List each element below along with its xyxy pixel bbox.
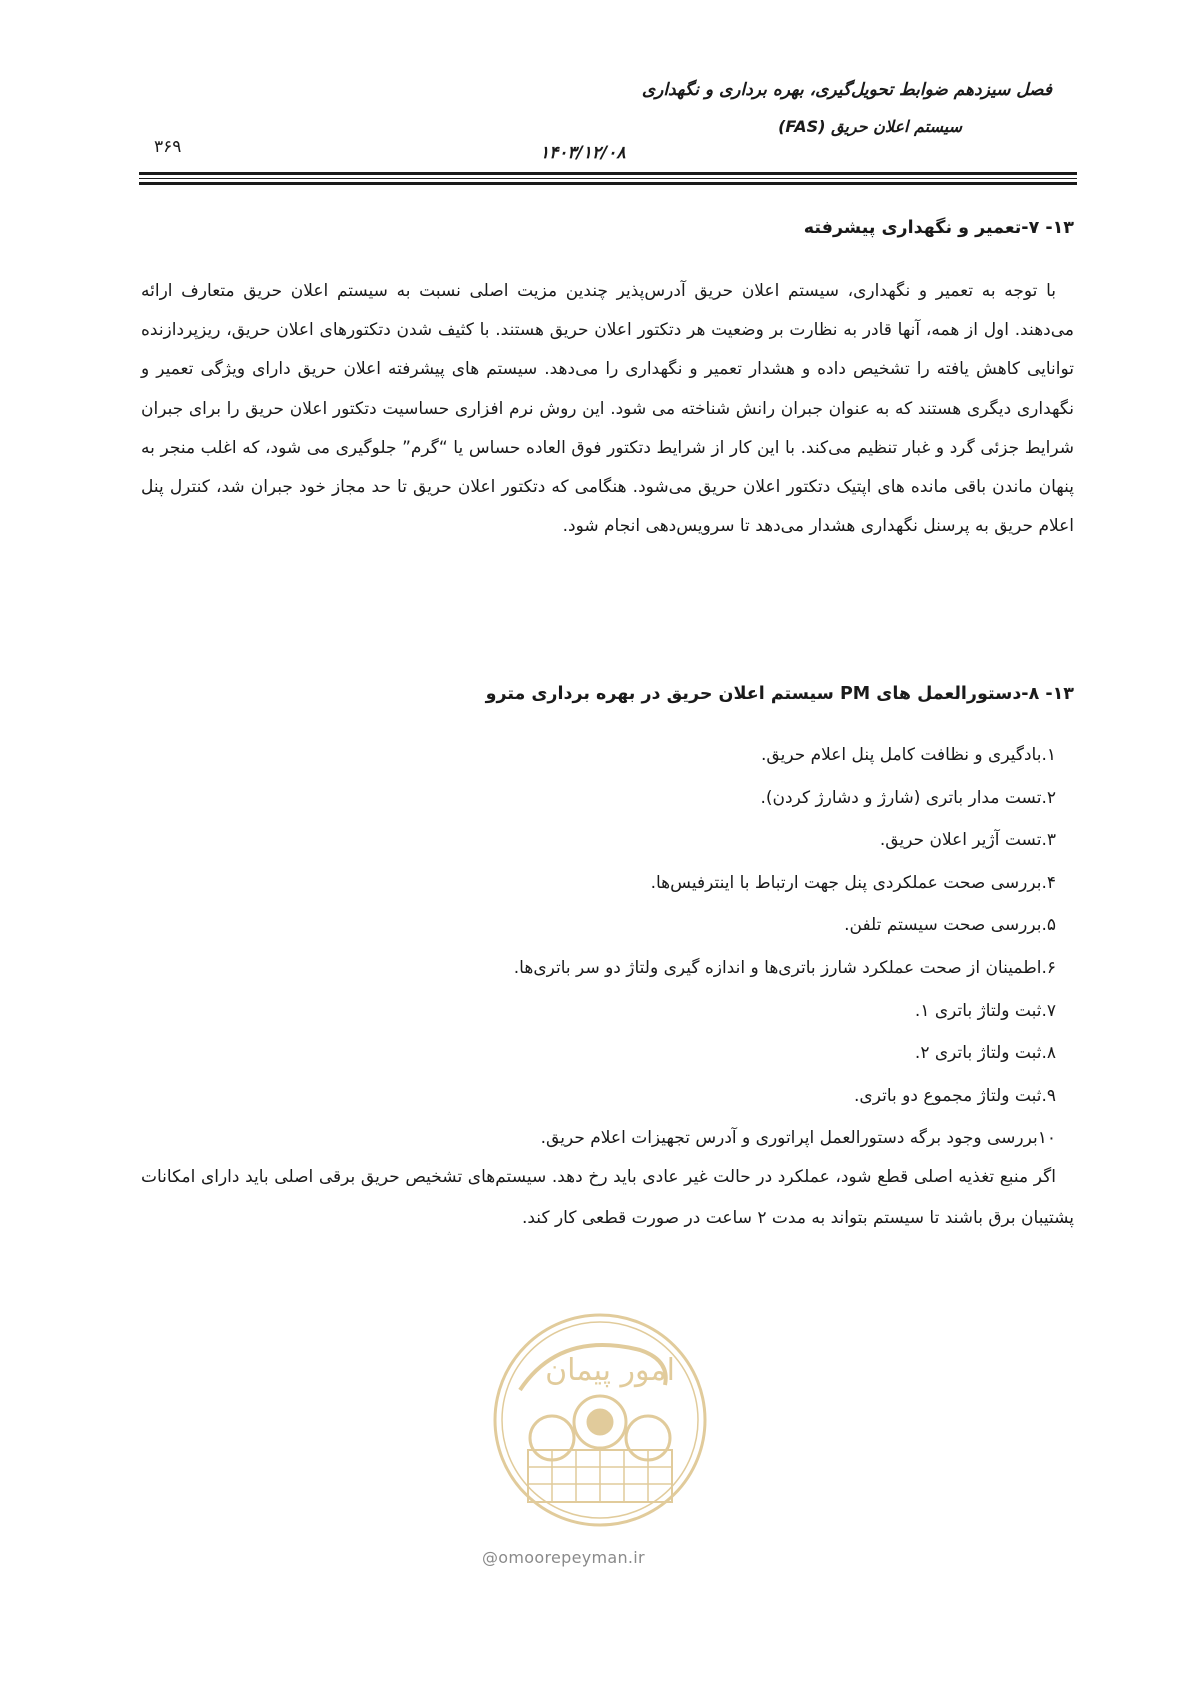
pm-instructions-list — [141, 734, 1074, 1160]
list-item: ۷.ثبت ولتاژ باتری ۱. — [914, 1000, 1056, 1021]
list-item: ۳.تست آژیر اعلان حریق. — [879, 830, 1056, 851]
header-rule-middle — [139, 178, 1077, 179]
list-item: ۴.بررسی صحت عملکردی پنل جهت ارتباط با اینترفیس‌ها. — [650, 872, 1056, 893]
seal-text: امور پیمان — [545, 1353, 675, 1388]
page-number: ۳۶۹ — [154, 137, 182, 157]
backup-power-paragraph: اگر منبع تغذیه اصلی قطع شود، عملکرد در حالت غیر عادی باید رخ دهد. سیستم‌های تشخیص حریق برقی اصلی باید دارای امکانات پشتیبان برق باشند تا سیستم بتواند به مدت ۲ ساعت در صورت قطعی کار کند. — [141, 1167, 1074, 1228]
section-heading-maintenance: ۱۳- ۷-تعمیر و نگهداری پیشرفته — [803, 218, 1074, 238]
section-heading-pm-instructions: ۱۳- ۸-دستورالعمل های PM سیستم اعلان حریق در بهره برداری مترو — [485, 684, 1074, 704]
chapter-title: فصل سیزدهم ضوابط تحویل‌گیری، بهره برداری و نگهداری — [641, 80, 1052, 100]
list-item: ۸.ثبت ولتاژ باتری ۲. — [914, 1043, 1056, 1064]
seal-watermark-icon — [490, 1310, 710, 1530]
list-item: ۱۰بررسی وجود برگه دستورالعمل اپراتوری و آدرس تجهیزات اعلام حریق. — [540, 1128, 1056, 1149]
list-item: ۹.ثبت ولتاژ مجموع دو باتری. — [854, 1085, 1056, 1106]
document-date: ۱۴۰۳/۱۲/۰۸ — [540, 143, 626, 163]
watermark-url: @omoorepeyman.ir — [482, 1548, 645, 1567]
system-title: سیستم اعلان حریق (FAS) — [778, 117, 962, 136]
maintenance-paragraph: با توجه به تعمیر و نگهداری، سیستم اعلان حریق آدرس‌پذیر چندین مزیت اصلی نسبت به سیستم اعلان حریق متعارف ارائه می‌دهند. اول از همه، آنها قادر به نظارت بر وضعیت هر دتکتور اعلان حریق هستند. با کثیف شدن دتکتورهای اعلان حریق، ریزپردازنده توانایی کاهش یافته را تشخیص داده و هشدار تعمیر و نگهداری را می‌دهد. سیستم های پیشرفته اعلان حریق دارای ویژگی تعمیر و نگهداری دیگری هستند که به عنوان جبران رانش شناخته می شود. این روش نرم افزاری حساسیت دتکتور اعلان حریق را برای جبران شرایط جزئی گرد و غبار تنظیم می‌کند. با این کار از شرایط دتکتور فوق العاده حساس یا “گرم” جلوگیری می شود، که اغلب منجر به پنهان ماندن باقی مانده های اپتیک دتکتور اعلان حریق می‌شود. هنگامی که دتکتور اعلان حریق تا حد مجاز خود جبران شد، کنترل پنل اعلام حریق به پرسنل نگهداری هشدار می‌دهد تا سرویس‌دهی انجام شود. — [141, 281, 1074, 537]
list-item: ۵.بررسی صحت سیستم تلفن. — [844, 915, 1056, 936]
header-rule-top — [139, 172, 1077, 175]
list-item: ۶.اطمینان از صحت عملکرد شارز باتری‌ها و اندازه گیری ولتاژ دو سر باتری‌ها. — [513, 957, 1056, 978]
list-item: ۲.تست مدار باتری (شارژ و دشارژ کردن). — [760, 787, 1056, 808]
list-item: ۱.بادگیری و نظافت کامل پنل اعلام حریق. — [761, 745, 1056, 765]
header-rule-bottom — [139, 182, 1077, 185]
